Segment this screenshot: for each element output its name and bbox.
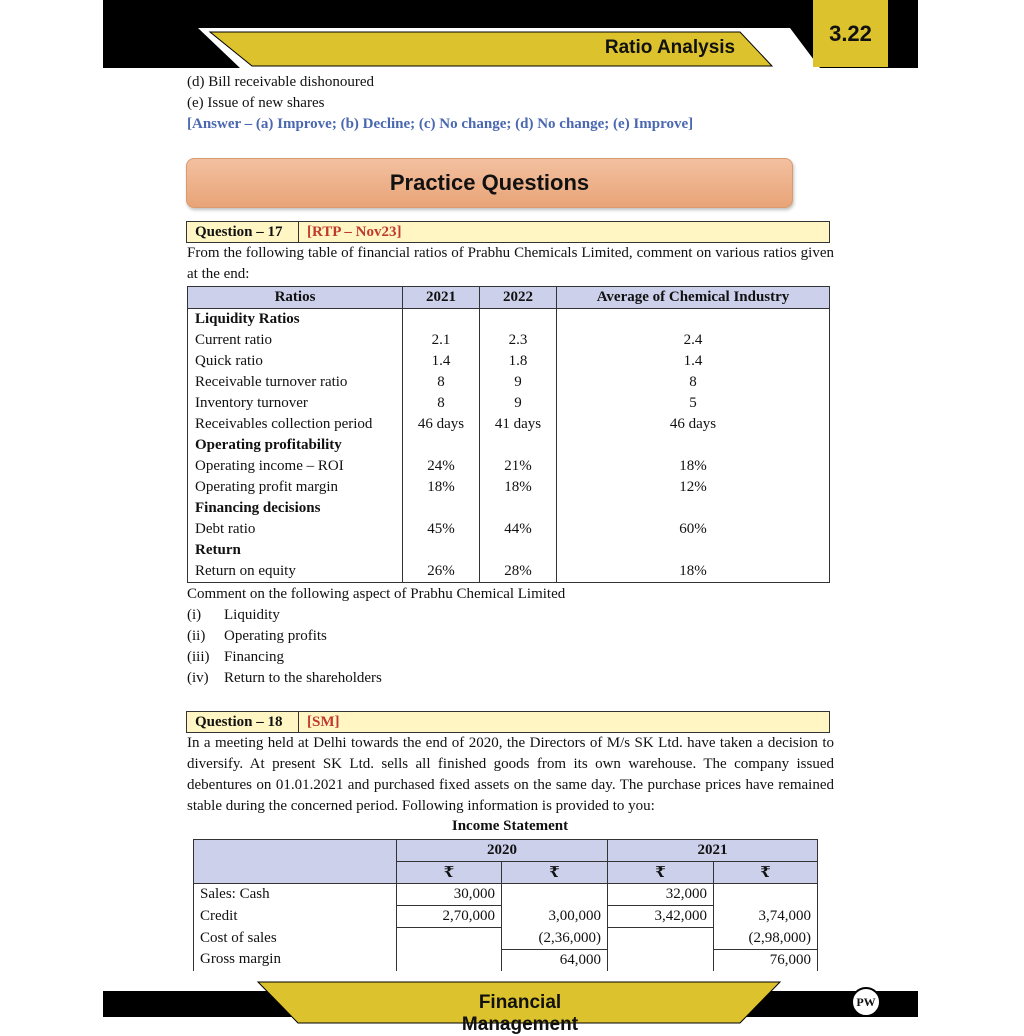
- table-row: [194, 928, 818, 950]
- section-title: Ratio Analysis: [604, 37, 736, 58]
- table-row: [194, 906, 818, 928]
- ratio-value-industry: 18%: [557, 456, 830, 477]
- ratio-name: Liquidity Ratios: [188, 309, 403, 331]
- currency-symbol: ₹: [714, 862, 818, 884]
- ratio-name: Return: [188, 540, 403, 561]
- table-row: [188, 456, 830, 477]
- ratios-table: [187, 286, 830, 583]
- table-row: [188, 372, 830, 393]
- ratio-value-industry: [557, 540, 830, 561]
- ratio-value-2022: 41 days: [480, 414, 557, 435]
- income-cell: 3,00,000: [502, 906, 608, 928]
- ratio-name: Quick ratio: [188, 351, 403, 372]
- ratio-value-2021: 8: [403, 372, 480, 393]
- table-row: [188, 393, 830, 414]
- table-row: [194, 884, 818, 906]
- ratio-value-industry: [557, 498, 830, 519]
- income-statement-table: [193, 839, 818, 971]
- ratios-header-name: Ratios: [188, 287, 403, 309]
- ratio-name: Receivable turnover ratio: [188, 372, 403, 393]
- currency-symbol: ₹: [502, 862, 608, 884]
- ratio-name: Return on equity: [188, 561, 403, 583]
- ratios-header-avg: Average of Chemical Industry: [557, 287, 830, 309]
- ratio-value-2022: 44%: [480, 519, 557, 540]
- income-header-2021: 2021: [608, 840, 818, 862]
- ratio-value-2021: 26%: [403, 561, 480, 583]
- ratio-value-industry: 46 days: [557, 414, 830, 435]
- ratio-value-2022: [480, 435, 557, 456]
- ratio-value-2021: [403, 435, 480, 456]
- income-cell: 2,70,000: [397, 906, 502, 928]
- question-17-header: [186, 221, 830, 243]
- currency-symbol: ₹: [397, 862, 502, 884]
- table-row: [188, 330, 830, 351]
- ratio-value-industry: 60%: [557, 519, 830, 540]
- ratio-value-2022: 21%: [480, 456, 557, 477]
- pw-logo: PW: [851, 987, 881, 1017]
- ratio-value-industry: 18%: [557, 561, 830, 583]
- ratio-value-2022: [480, 540, 557, 561]
- income-cell: [608, 928, 714, 950]
- ratio-value-2022: 9: [480, 393, 557, 414]
- ratio-value-industry: 2.4: [557, 330, 830, 351]
- comment-list: [187, 605, 382, 689]
- ratio-value-industry: 5: [557, 393, 830, 414]
- table-row: [194, 949, 818, 971]
- table-row: [188, 540, 830, 561]
- ratio-value-2021: 8: [403, 393, 480, 414]
- currency-symbol: ₹: [608, 862, 714, 884]
- income-cell: [608, 949, 714, 971]
- table-row: [188, 498, 830, 519]
- income-cell: [397, 949, 502, 971]
- ratio-value-2021: 24%: [403, 456, 480, 477]
- ratios-header-2021: 2021: [403, 287, 480, 309]
- question-18-text: In a meeting held at Delhi towards the end of 2020, the Directors of M/s SK Ltd. have taken a decision to diversify. At present SK Ltd. sells all finished goods from its own warehouse. The company issued debentures on 01.01.2021 and purchased fixed assets on the same day. The purchase prices have remained stable during the concerned period. Following information is provided to you:: [187, 735, 834, 814]
- ratio-value-2022: [480, 498, 557, 519]
- income-cell: 76,000: [714, 949, 818, 971]
- question-17-source: [RTP – Nov23]: [307, 224, 402, 240]
- ratio-value-2021: [403, 309, 480, 331]
- income-statement-title: Income Statement: [451, 818, 569, 834]
- ratio-value-2022: 9: [480, 372, 557, 393]
- table-row: [188, 435, 830, 456]
- ratio-value-industry: 1.4: [557, 351, 830, 372]
- intro-line-d: (d) Bill receivable dishonoured: [187, 74, 375, 90]
- question-18-label: Question – 18: [187, 712, 299, 732]
- ratio-value-industry: [557, 309, 830, 331]
- table-row: [188, 309, 830, 331]
- ratio-value-2021: 46 days: [403, 414, 480, 435]
- ratio-name: Debt ratio: [188, 519, 403, 540]
- question-18-header: [186, 711, 830, 733]
- table-row: [188, 414, 830, 435]
- ratio-value-2022: 28%: [480, 561, 557, 583]
- question-17-label: Question – 17: [187, 222, 299, 242]
- table-row: [188, 561, 830, 583]
- ratio-value-2022: 1.8: [480, 351, 557, 372]
- income-row-label: Cost of sales: [194, 928, 397, 950]
- income-cell: [502, 884, 608, 906]
- ratio-name: Financing decisions: [188, 498, 403, 519]
- list-item: (i) Liquidity: [187, 607, 280, 623]
- income-header-blank: [194, 840, 397, 884]
- page-number: 3.22: [813, 0, 888, 67]
- ratio-value-2021: 18%: [403, 477, 480, 498]
- ratio-value-industry: 12%: [557, 477, 830, 498]
- income-cell: 64,000: [502, 949, 608, 971]
- ratio-name: Operating income – ROI: [188, 456, 403, 477]
- ratio-value-industry: [557, 435, 830, 456]
- ratio-name: Operating profitability: [188, 435, 403, 456]
- income-cell: (2,98,000): [714, 928, 818, 950]
- ratio-value-2021: [403, 498, 480, 519]
- ratio-value-2021: 2.1: [403, 330, 480, 351]
- ratios-body: [188, 309, 830, 583]
- ratio-value-2022: [480, 309, 557, 331]
- table-row: [188, 477, 830, 498]
- ratio-value-2021: 1.4: [403, 351, 480, 372]
- comment-intro: Comment on the following aspect of Prabhu Chemical Limited: [187, 586, 566, 602]
- answer-text: [Answer – (a) Improve; (b) Decline; (c) No change; (d) No change; (e) Improve]: [187, 116, 694, 132]
- income-cell: [397, 928, 502, 950]
- question-18-source: [SM]: [307, 714, 340, 730]
- practice-questions-banner: Practice Questions: [186, 158, 793, 208]
- income-row-label: Credit: [194, 906, 397, 928]
- ratio-name: Inventory turnover: [188, 393, 403, 414]
- ratio-name: Receivables collection period: [188, 414, 403, 435]
- income-row-label: Gross margin: [194, 949, 397, 971]
- ratio-value-2021: [403, 540, 480, 561]
- ratio-value-industry: 8: [557, 372, 830, 393]
- income-cell: 32,000: [608, 884, 714, 906]
- income-cell: (2,36,000): [502, 928, 608, 950]
- ratio-value-2022: 18%: [480, 477, 557, 498]
- footer-title: Financial Management: [461, 992, 579, 1035]
- income-cell: [714, 884, 818, 906]
- income-cell: 30,000: [397, 884, 502, 906]
- table-row: [188, 519, 830, 540]
- ratio-value-2021: 45%: [403, 519, 480, 540]
- ratio-name: Operating profit margin: [188, 477, 403, 498]
- intro-line-e: (e) Issue of new shares: [187, 95, 325, 111]
- income-cell: 3,74,000: [714, 906, 818, 928]
- question-17-text: From the following table of financial ratios of Prabhu Chemicals Limited, comment on various ratios given at the end:: [187, 245, 834, 282]
- list-item: (iii) Financing: [187, 649, 284, 665]
- ratio-value-2022: 2.3: [480, 330, 557, 351]
- list-item: (iv) Return to the shareholders: [187, 670, 382, 686]
- table-row: [188, 351, 830, 372]
- income-header-2020: 2020: [397, 840, 608, 862]
- income-row-label: Sales: Cash: [194, 884, 397, 906]
- ratio-name: Current ratio: [188, 330, 403, 351]
- ratios-header-2022: 2022: [480, 287, 557, 309]
- list-item: (ii) Operating profits: [187, 628, 327, 644]
- income-cell: 3,42,000: [608, 906, 714, 928]
